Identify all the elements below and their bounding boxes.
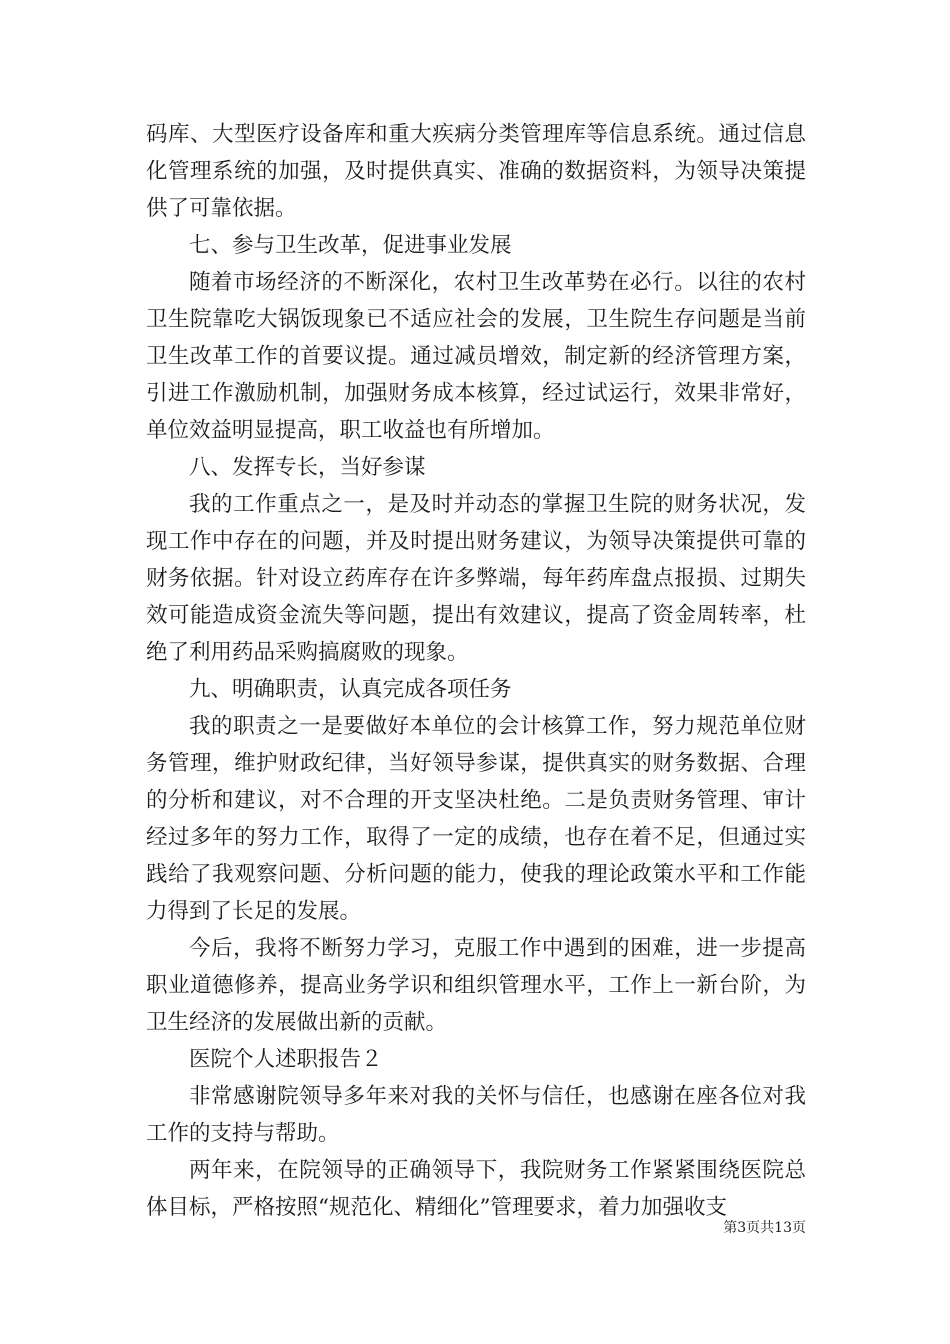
paragraph: 我的职责之一是要做好本单位的会计核算工作，努力规范单位财务管理，维护财政纪律，当好领导参谋，提供真实的财务数据、合理的分析和建议，对不合理的开支坚决杜绝。二是负责财务管理、审计经过多年的努力工作，取得了一定的成绩，也存在着不足，但通过实践给了我观察问题、分析问题的能力，使我的理论政策水平和工作能力得到了长足的发展。 [146, 714, 806, 924]
section-heading-eight: 八、发挥专长，当好参谋 [189, 455, 426, 480]
paragraph: 非常感谢院领导多年来对我的关怀与信任，也感谢在座各位对我工作的支持与帮助。 [146, 1084, 806, 1146]
page-number-footer [723, 1219, 806, 1237]
paragraph: 随着市场经济的不断深化，农村卫生改革势在必行。以往的农村卫生院靠吃大锅饭现象已不适应社会的发展，卫生院生存问题是当前卫生改革工作的首要议提。通过减员增效，制定新的经济管理方案，引进工作激励机制，加强财务成本核算，经过试运行，效果非常好，单位效益明显提高，职工收益也有所增加。 [146, 270, 806, 443]
paragraph: 我的工作重点之一，是及时并动态的掌握卫生院的财务状况，发现工作中存在的问题，并及时提出财务建议，为领导决策提供可靠的财务依据。针对设立药库存在许多弊端，每年药库盘点报损、过期失效可能造成资金流失等问题，提出有效建议，提高了资金周转率，杜绝了利用药品采购搞腐败的现象。 [146, 492, 806, 665]
paragraph: 今后，我将不断努力学习，克服工作中遇到的困难，进一步提高职业道德修养，提高业务学识和组织管理水平，工作上一新台阶，为卫生经济的发展做出新的贡献。 [146, 936, 806, 1035]
footer-current-page: 3 [737, 1220, 747, 1236]
footer-middle: 页共 [746, 1220, 775, 1236]
footer-prefix: 第 [723, 1220, 738, 1236]
section-heading-seven: 七、参与卫生改革，促进事业发展 [189, 233, 512, 258]
paragraph: 两年来，在院领导的正确领导下，我院财务工作紧紧围绕医院总体目标，严格按照“规范化、精细化”管理要求，着力加强收支 [146, 1158, 806, 1220]
footer-total-pages: 13 [774, 1220, 792, 1236]
section-heading-nine: 九、明确职责，认真完成各项任务 [189, 677, 512, 702]
paragraph-continued: 码库、大型医疗设备库和重大疾病分类管理库等信息系统。通过信息化管理系统的加强，及时提供真实、准确的数据资料，为领导决策提供了可靠依据。 [146, 122, 806, 221]
report-title-2: 医院个人述职报告２ [189, 1047, 383, 1072]
footer-suffix: 页 [792, 1220, 806, 1236]
document-body [146, 116, 806, 1226]
